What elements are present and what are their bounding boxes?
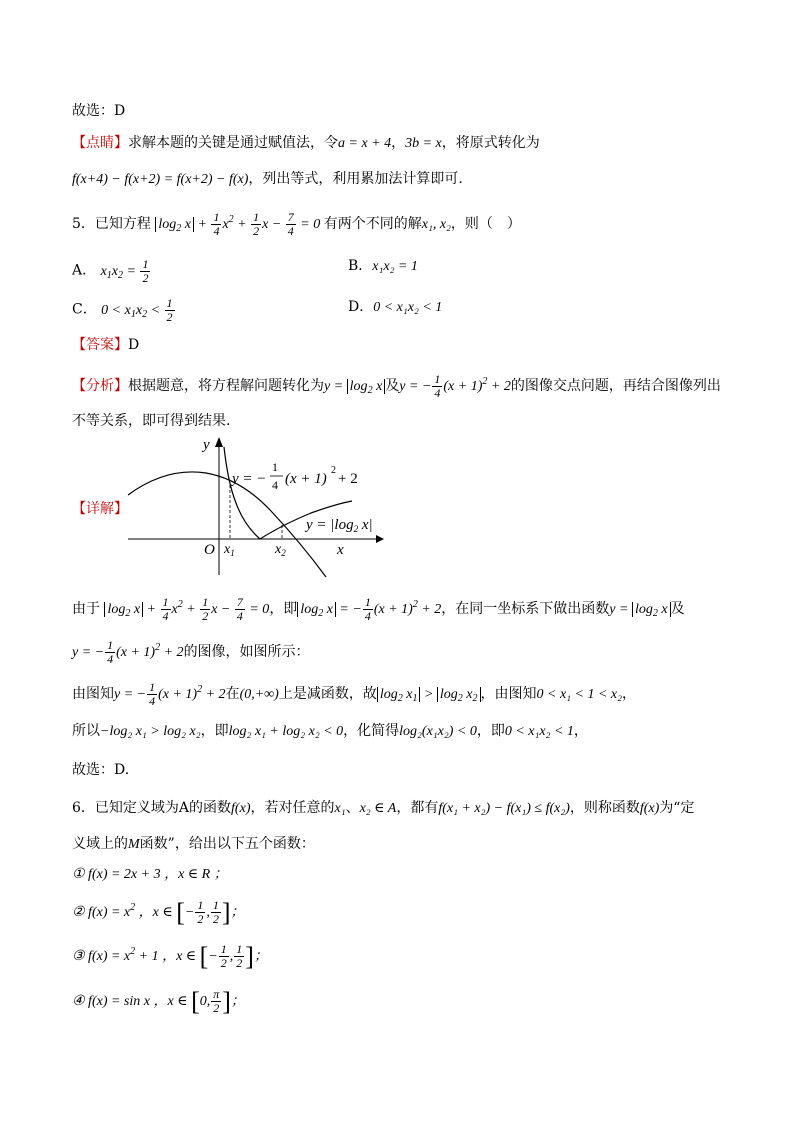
q5-stem: 5．已知方程 $\log_2 x$ + $\frac{1}{4}$ $x^2$ + $\frac{1}{2}$ x − $\frac{7}{4}$ = 0 有两个不同的解x₁, x₂，则（ ） (72, 210, 521, 239)
fenxi-line-1: 【分析】根据题意，将方程解问题转化为$y = \log_2 x$ 及y = − $\frac{1}{4}$ $(x + 1)^2 + 2$的图像交点问题，再结合图像列出 (72, 372, 721, 401)
svg-text:1: 1 (272, 460, 278, 474)
xiangjie-tag: 【详解】 (72, 501, 128, 517)
q6-item-3: ③ $f(x) = x^2 + 1$ ，x ∈ [− $\frac{1}{2}$ , $\frac{1}{2}$ ]； (72, 941, 268, 971)
dianjing-formula: f(x+4) − f(x+2) = f(x+2) − f(x) (72, 172, 249, 187)
dianjing-line-2: f(x+4) − f(x+2) = f(x+2) − f(x)，列出等式，利用累加法计算即可. (72, 171, 463, 187)
parabola-label (230, 460, 358, 492)
answer-line: 【答案】D (72, 337, 140, 353)
q6-item-4: ④ f(x) = sin x ，x ∈ [0, $\frac{\pi}{2}$ ]； (72, 986, 245, 1016)
sol-line-5: 故选：D. (72, 762, 130, 778)
q5-option-c: C． $0 < x_1x_2$ < $\frac{1}{2}$ (72, 296, 173, 324)
y-axis-label: y (203, 437, 210, 453)
q5-option-a: A． $x_1x_2$ = $\frac{1}{2}$ (72, 257, 149, 285)
fenxi-line-2: 不等关系，即可得到结果. (72, 413, 231, 429)
q5-equation: $\log_2 x$ + $\frac{1}{4}$ $x^2$ + $\frac{1}{2}$ x − $\frac{7}{4}$ = 0 (155, 217, 323, 232)
dianjing-tag: 【点睛】 (72, 135, 128, 151)
svg-text:4: 4 (272, 478, 278, 492)
svg-text:+ 2: + 2 (338, 471, 358, 487)
sol-line-3: 由图知y = − $\frac{1}{4}$ $(x + 1)^2 + 2$在(0,+∞)上是减函数，故 $\log_2 x_1 > \log_2 x_2$ ，由图知0 < x₁ < 1 < x₂， (72, 680, 637, 709)
sol-line-4: 所以−log₂ x₁ > log₂ x₂，即log₂ x₁ + log₂ x₂ < 0，化简得log₂(x₁x₂) < 0，即0 < x₁x₂ < 1， (72, 723, 588, 739)
function-graph (126, 435, 386, 580)
x1-label: $x_1$ (224, 542, 235, 558)
svg-text:(x + 1): (x + 1) (285, 471, 327, 487)
x-axis-arrow (376, 535, 384, 543)
q5-option-d: D．0 < x₁x₂ < 1 (348, 299, 443, 315)
x2-label: $x_2$ (275, 542, 286, 558)
q6-line-2: 义域上的M函数”，给出以下五个函数： (72, 836, 315, 852)
dianjing-text-1: 求解本题的关键是通过赋值法，令 (128, 135, 338, 151)
origin-label: O (204, 542, 215, 558)
prev-answer-line: 故选：D (72, 103, 126, 119)
sol-line-2: y = − $\frac{1}{4}$ $(x + 1)^2 + 2$的图像，如图所示： (72, 638, 310, 667)
x-axis-label: x (337, 542, 344, 558)
parabola-curve (128, 472, 326, 577)
svg-text:y = |log2 x|: $y = |\log_2$ x| (306, 517, 373, 534)
q6-line-1: 6．已知定义域为A的函数f(x)，若对任意的x₁、x₂ ∈ A，都有f(x₁ + x₂) − f(x₁) ≤ f(x₂)，则称函数f(x)为“定 (72, 800, 695, 816)
y-axis-arrow (215, 437, 223, 447)
dianjing-eq-1: a = x + 4 (338, 136, 392, 151)
dianjing-line-1: 【点睛】求解本题的关键是通过赋值法，令a = x + 4，3b = x，将原式转化为 (72, 135, 540, 151)
svg-text:2: 2 (331, 465, 336, 476)
q5-option-b: B．x₁x₂ = 1 (348, 258, 418, 274)
q6-item-1: ① f(x) = 2x + 3 ，x ∈ R ； (72, 867, 228, 882)
dianjing-eq-2: 3b = x (405, 136, 442, 151)
svg-text:y = −: y = − (232, 471, 267, 487)
q6-item-2: ② $f(x) = x^2$ ，x ∈ [− $\frac{1}{2}$ , $\frac{1}{2}$ ]； (72, 897, 245, 927)
abs-log-label (304, 517, 373, 534)
sol-line-1: 由于 $\log_2 x$ + $\frac{1}{4}$ $x^2$ + $\frac{1}{2}$ x − $\frac{7}{4}$ = 0，即 $\log_2 x$ = − $\frac{1}{4}$ $(x + 1)^2 + 2$，在同一坐标系下做出函数$y = \log_2 x$ 及 (72, 595, 685, 624)
